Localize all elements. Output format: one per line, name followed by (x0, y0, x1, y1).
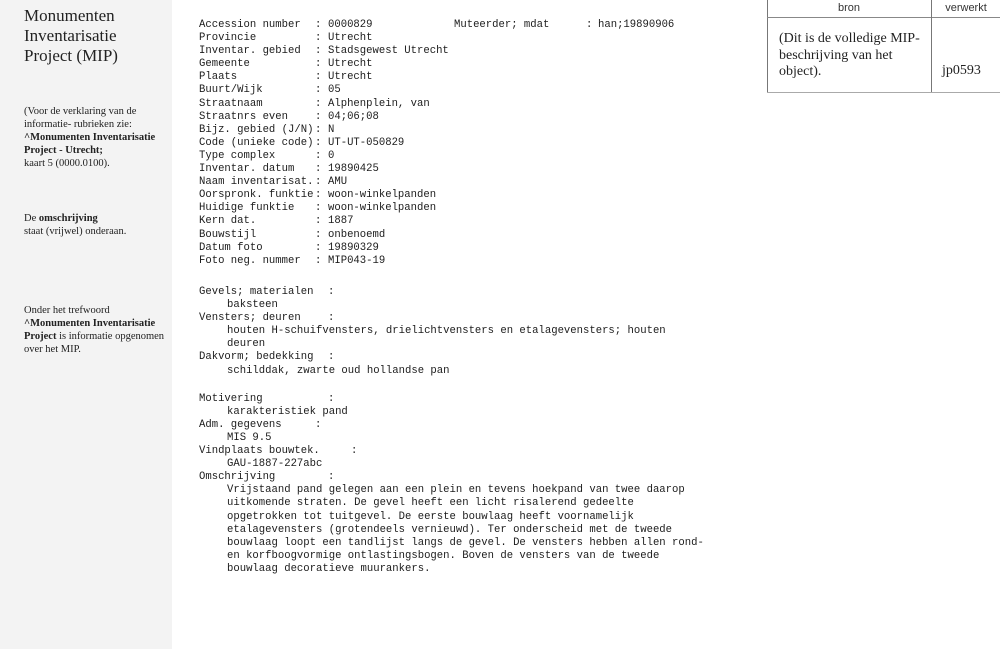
field-label: Bouwstijl (199, 228, 257, 241)
section-heading-adm: Adm. gegevens : (199, 418, 322, 431)
field-value: 1887 (328, 215, 354, 228)
mutation-label: Muteerder; mdat (454, 19, 550, 31)
field-value: 05 (328, 84, 341, 97)
field-row: Code (unieke code) : UT-UT-050829 (199, 136, 405, 149)
field-row: Oorspronk. funktie : woon-winkelpanden (199, 189, 437, 202)
field-row: Plaats : Utrecht (199, 71, 373, 84)
section-line: uitkomende straten. De gevel heeft een licht risalerend gedeelte (227, 497, 634, 510)
field-label: Straatnaam (199, 97, 263, 110)
mutation-value: han;19890906 (598, 19, 675, 31)
field-label: Accession number (199, 19, 301, 31)
field-label: Inventar. datum (199, 163, 295, 176)
info-note-omschrijving (24, 212, 169, 238)
field-label: Naam inventarisat. (199, 176, 314, 189)
note-omschrijving-tail: staat (vrijwel) onderaan. (24, 226, 127, 237)
section-line: bouwlaag decoratieve muurankers. (227, 562, 431, 575)
field-value: Alphenplein, van (328, 97, 430, 110)
field-value: N (328, 123, 335, 136)
section-heading-motivering: Motivering : (199, 392, 335, 405)
field-label: Type complex (199, 149, 276, 162)
section-line: MIS 9.5 (227, 431, 272, 444)
section-line: houten H-schuifvensters, drielichtvensters en etalagevensters; houten (227, 325, 666, 338)
column-header-bron: bron (767, 0, 931, 18)
field-label: Foto neg. nummer (199, 254, 301, 267)
field-label: Kern dat. (199, 215, 257, 228)
section-heading-vensters: Vensters; deuren : (199, 312, 335, 325)
field-row: Bouwstijl : onbenoemd (199, 228, 386, 241)
field-label: Buurt/Wijk (199, 84, 263, 97)
field-value: woon-winkelpanden (328, 189, 437, 202)
column-header-verwerkt: verwerkt (932, 0, 1000, 18)
field-row: Bijz. gebied (J/N) : N (199, 123, 335, 136)
record-sections (199, 286, 759, 576)
note-rubrieken-text: (Voor de verklaring van de informatie- rubrieken zie: (24, 106, 137, 130)
record-fields (199, 19, 759, 268)
field-row: Type complex : 0 (199, 149, 335, 162)
note-rubrieken-reference: ^Monumenten Inventarisatie Project - Utrecht; (24, 132, 156, 156)
field-label: Code (unieke code) (199, 136, 314, 149)
section-heading-omschrijving: Omschrijving : (199, 471, 335, 484)
field-value: AMU (328, 176, 348, 189)
field-value: Utrecht (328, 58, 373, 71)
document-title: Monumenten Inventarisatie Project (MIP) (24, 6, 118, 65)
field-row: Buurt/Wijk : 05 (199, 84, 341, 97)
field-value: 0000829 (328, 19, 373, 31)
field-row: Kern dat. : 1887 (199, 215, 354, 228)
section-heading-gevels: Gevels; materialen : (199, 286, 335, 298)
field-row: Naam inventarisat. : AMU (199, 176, 348, 189)
field-row: Straatnrs even : 04;06;08 (199, 110, 379, 123)
field-value: MIP043-19 (328, 254, 386, 267)
field-row: Inventar. gebied : Stadsgewest Utrecht (199, 45, 449, 58)
field-label: Bijz. gebied (J/N) (199, 123, 314, 136)
record-document (199, 19, 759, 575)
info-note-rubrieken (24, 105, 169, 170)
source-table (767, 0, 1000, 93)
note-rubrieken-card: kaart 5 (0000.0100). (24, 158, 110, 169)
field-row: Gemeente : Utrecht (199, 58, 373, 71)
field-label: Plaats (199, 71, 238, 84)
field-label: Inventar. gebied (199, 45, 301, 58)
field-value: Utrecht (328, 32, 373, 45)
section-line: karakteristiek pand (227, 405, 348, 418)
section-line: etalagevensters (grotendeels vernieuwd). Ter onderscheid met de tweede (227, 523, 673, 536)
field-row: Datum foto : 19890329 (199, 241, 379, 254)
info-note-trefwoord (24, 304, 169, 356)
source-note: (Dit is de volledige MIP-beschrijving van het object). (779, 31, 920, 79)
note-trefwoord-tail: is informatie opgenomen over het MIP. (24, 331, 165, 355)
field-value: 19890425 (328, 163, 379, 176)
field-row: Provincie : Utrecht (199, 32, 373, 45)
section-line: Vrijstaand pand gelegen aan een plein en tevens hoekpand van twee daarop (227, 484, 685, 497)
field-value: woon-winkelpanden (328, 202, 437, 215)
section-line: baksteen (227, 299, 278, 312)
field-row: Foto neg. nummer : MIP043-19 (199, 254, 386, 267)
field-label: Straatnrs even (199, 110, 289, 123)
note-trefwoord-text: Onder het trefwoord (24, 305, 110, 316)
section-heading-dakvorm: Dakvorm; bedekking : (199, 351, 335, 364)
field-value: onbenoemd (328, 228, 386, 241)
section-line: bouwlaag loopt een tandlijst langs de gevel. De vensters hebben allen rond- (227, 536, 704, 549)
field-row: Inventar. datum : 19890425 (199, 163, 379, 176)
field-value: 0 (328, 149, 335, 162)
field-label: Huidige funktie (199, 202, 295, 215)
section-line: GAU-1887-227abc (227, 458, 323, 471)
field-row: Accession number : 0000829 Muteerder; mdat : han;19890906 (199, 19, 675, 31)
note-omschrijving-keyword: omschrijving (38, 213, 98, 224)
field-value: Stadsgewest Utrecht (328, 45, 449, 58)
left-sidebar (0, 0, 172, 649)
section-line: en korfboogvormige ontlastingsbogen. Boven de vensters van de tweede (227, 549, 660, 562)
section-line: schilddak, zwarte oud hollandse pan (227, 364, 450, 377)
section-heading-vindplaats: Vindplaats bouwtek. : (199, 445, 358, 458)
section-line: opgetrokken tot tuitgevel. De eerste bouwlaag heeft voornamelijk (227, 510, 634, 523)
field-value: UT-UT-050829 (328, 136, 405, 149)
field-label: Oorspronk. funktie (199, 189, 314, 202)
field-label: Datum foto (199, 241, 263, 254)
field-row: Straatnaam : Alphenplein, van (199, 97, 430, 110)
field-value: 19890329 (328, 241, 379, 254)
note-trefwoord-keyword: ^Monumenten Inventarisatie Project (24, 318, 156, 342)
field-label: Provincie (199, 32, 257, 45)
field-value: 04;06;08 (328, 110, 379, 123)
field-row: Huidige funktie : woon-winkelpanden (199, 202, 437, 215)
processed-code: jp0593 (942, 63, 981, 78)
note-omschrijving-prefix: De (24, 213, 37, 224)
field-value: Utrecht (328, 71, 373, 84)
section-line: deuren (227, 338, 266, 351)
field-label: Gemeente (199, 58, 250, 71)
